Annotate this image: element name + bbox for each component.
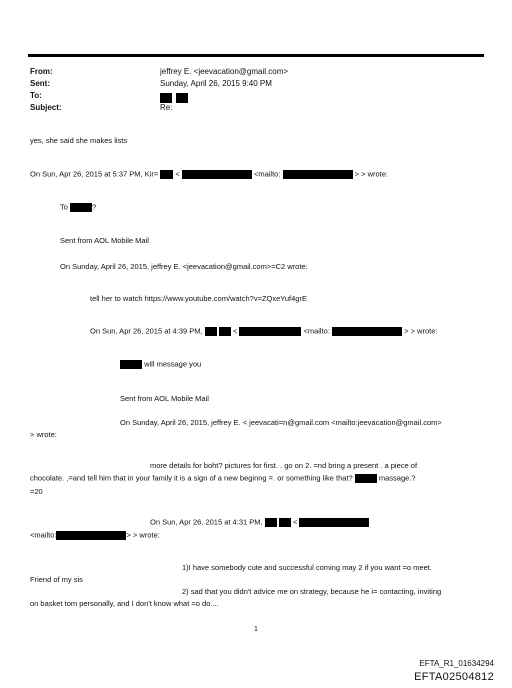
- quote-header-1: [30, 170, 388, 179]
- body-text: ?: [92, 202, 97, 212]
- footer-ref-1: EFTA_R1_01634294: [419, 659, 494, 668]
- redaction-block: [219, 327, 231, 336]
- body-line: on basket tom personally, and I don't know what =o do....: [30, 599, 219, 608]
- quote-header-3: [90, 327, 437, 336]
- footer-ref-2: EFTA02504812: [414, 671, 494, 683]
- body-line: Friend of my sis: [30, 575, 83, 584]
- to-label: To:: [30, 91, 42, 100]
- body-text: massage.?: [378, 473, 416, 483]
- quote-header-5-cont: [30, 531, 160, 540]
- body-text: chocolate. ,=and tell him that in your family it is a sign of a new beginng =. or something like that?: [30, 473, 353, 483]
- redaction-block: [160, 93, 172, 103]
- quote-header-text: > > wrote:: [126, 530, 160, 540]
- quote-header-5: [150, 518, 369, 527]
- subject-value: Re:: [160, 103, 173, 112]
- sent-label: Sent:: [30, 79, 50, 88]
- body-line: 1)I have somebody cute and successful coming may 2 if you want =o meet.: [182, 563, 432, 572]
- from-label: From:: [30, 67, 53, 76]
- redaction-block: [239, 327, 301, 336]
- redaction-block: [120, 360, 142, 369]
- quote-header-text: <: [232, 326, 238, 336]
- quote-header-text: <mailto:: [30, 530, 57, 540]
- quote-header-text: > > wrote:: [354, 169, 388, 179]
- body-line: yes, she said she makes lists: [30, 136, 128, 145]
- redaction-block: [70, 203, 92, 212]
- quote-header-text: <mailto:: [253, 169, 281, 179]
- signature-line: Sent from AOL Mobile Mail: [60, 236, 149, 245]
- body-text: To: [60, 202, 68, 212]
- quote-header-text: On Sun, Apr 26, 2015 at 4:39 PM,: [90, 326, 203, 336]
- sent-value: Sunday, April 26, 2015 9:40 PM: [160, 79, 272, 88]
- redaction-block: [176, 93, 188, 103]
- redaction-block: [265, 518, 277, 527]
- body-text: will message you: [144, 359, 202, 369]
- quote-header-text: <mailto:: [303, 326, 330, 336]
- redaction-block: [56, 531, 126, 540]
- body-line: [30, 474, 416, 483]
- redaction-block: [160, 170, 173, 179]
- quote-header-text: On Sun, Apr 26, 2015 at 5:37 PM, Kir=: [30, 169, 159, 179]
- redaction-block: [355, 474, 377, 483]
- body-line: tell her to watch https://www.youtube.com/watch?v=ZQxeYuf4grE: [90, 294, 307, 303]
- quote-header-text: On Sun, Apr 26, 2015 at 4:31 PM,: [150, 517, 263, 527]
- redaction-block: [205, 327, 217, 336]
- signature-line: Sent from AOL Mobile Mail: [120, 394, 209, 403]
- body-line: 2) sad that you didn't advice me on strategy, because he i= contacting, inviting: [182, 587, 442, 596]
- body-line: more details for boht? pictures for first. . go on 2. =nd bring a present . a piece of: [150, 461, 418, 470]
- body-line: [60, 203, 96, 212]
- quote-header-text: > > wrote:: [404, 326, 438, 336]
- redaction-block: [332, 327, 402, 336]
- quote-header-text: <: [292, 517, 298, 527]
- subject-label: Subject:: [30, 103, 62, 112]
- page-number: 1: [254, 626, 258, 633]
- from-value: jeffrey E. <jeevacation@gmail.com>: [160, 67, 289, 76]
- redaction-block: [283, 170, 353, 179]
- redaction-block: [182, 170, 252, 179]
- quote-header-4-cont: > wrote:: [30, 430, 57, 439]
- redaction-block: [279, 518, 291, 527]
- quote-header-2: On Sunday, April 26, 2015, jeffrey E. <jeevacation@gmail.com>=C2 wrote:: [60, 262, 308, 271]
- body-line: [120, 360, 201, 369]
- quote-header-text: <: [175, 169, 180, 179]
- redaction-block: [299, 518, 369, 527]
- body-line: =20: [30, 487, 43, 496]
- header-rule: [28, 54, 484, 57]
- quote-header-4: On Sunday, April 26, 2015, jeffrey E. < jeevacati=n@gmail.com <mailto:jeevacation@gmail.com>: [120, 418, 442, 427]
